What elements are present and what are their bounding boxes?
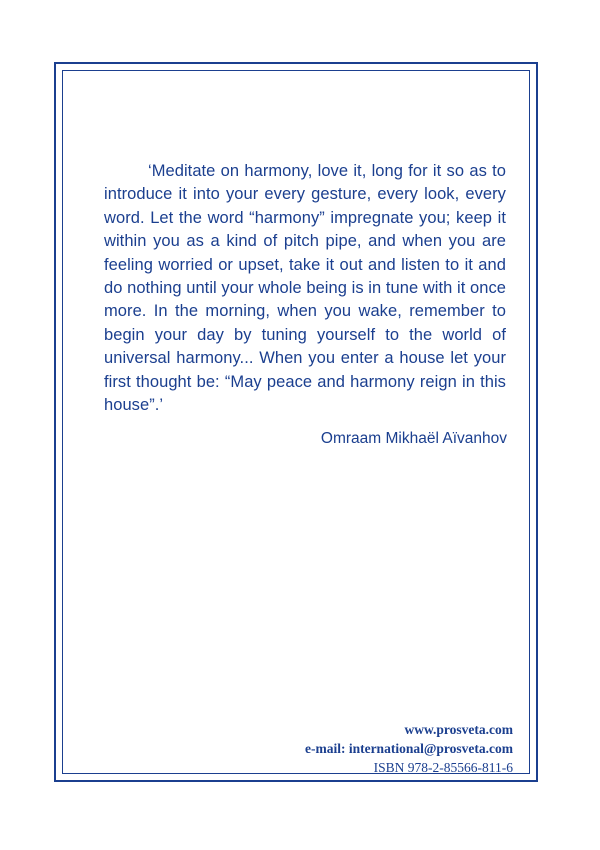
- isbn-number: ISBN 978-2-85566-811-6: [373, 760, 513, 775]
- publisher-email[interactable]: e-mail: international@prosveta.com: [304, 741, 513, 756]
- quote-author: Omraam Mikhaël Aïvanhov: [320, 430, 507, 447]
- quote-text: ‘Meditate on harmony, love it, long for it so as to introduce it into your every gesture, every look, every word. Let the word “harmony” impregnate you; keep it within you as a kind of pitch pipe, and when you are feeling worried or upset, take it out and listen to it and do nothing until your whole being is in tune with it once more. In the morning, when you wake, remember to begin your day by tuning yourself to the world of universal harmony... When you enter a house let your first thought be: “May peace and harmony reign in this house”.’: [104, 162, 506, 415]
- publisher-info: [305, 720, 513, 777]
- publisher-website[interactable]: www.prosveta.com: [404, 722, 513, 737]
